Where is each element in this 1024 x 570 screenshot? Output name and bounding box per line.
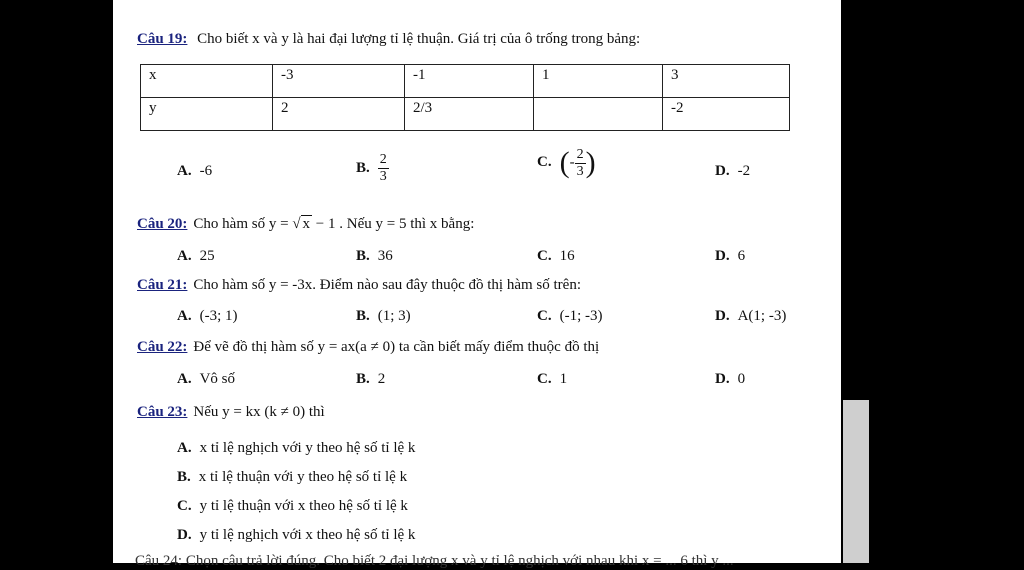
table-cell: 2 [273,98,405,131]
fraction: $\frac{2}{3}$ [576,146,584,179]
q22-option-b[interactable]: B. 2 [356,371,386,387]
q21-option-a[interactable]: A. (-3; 1) [177,308,238,324]
question-24-partial: Câu 24: Chọn câu trả lời đúng. Cho biết 2 đại lượng x và y tỉ lệ nghịch với nhau khi x = ... 6 thì y ... [135,553,734,569]
q21-option-d[interactable]: D. A(1; -3) [715,308,787,324]
table-cell: x [141,65,273,98]
table-cell: -3 [273,65,405,98]
question-20: Câu 20: Cho hàm số y = √ x − 1 . Nếu y = 5 thì x bằng: [137,216,475,232]
question-19-text: Cho biết x và y là hai đại lượng tỉ lệ thuận. Giá trị của ô trống trong bảng: [197,31,641,47]
q21-option-c[interactable]: C. (-1; -3) [537,308,603,324]
table-cell: 3 [663,65,790,98]
table-cell: 2/3 [405,98,534,131]
table-cell: y [141,98,273,131]
table-cell [534,98,663,131]
q21-option-b[interactable]: B. (1; 3) [356,308,411,324]
fraction: $\frac{2}{3}$ [379,152,387,184]
q23-option-a[interactable]: A. x tỉ lệ nghịch với y theo hệ số tỉ lệ k [177,440,416,456]
question-23: Câu 23: Nếu y = kx (k ≠ 0) thì [137,404,325,420]
table-row [141,98,790,131]
table-row [141,65,790,98]
question-22: Câu 22: Để vẽ đồ thị hàm số y = ax(a ≠ 0) ta cần biết mấy điểm thuộc đồ thị [137,339,600,355]
q20-option-b[interactable]: B. 36 [356,248,393,264]
q22-option-d[interactable]: D. 0 [715,371,746,387]
q23-option-c[interactable]: C. y tỉ lệ thuận với x theo hệ số tỉ lệ k [177,498,408,514]
q20-option-d[interactable]: D. 6 [715,248,746,264]
table-cell: 1 [534,65,663,98]
scrollbar-thumb[interactable] [843,400,869,563]
question-21: Câu 21: Cho hàm số y = -3x. Điểm nào sau đây thuộc đồ thị hàm số trên: [137,277,581,293]
document-page [113,0,841,569]
question-19 [137,31,640,48]
q20-option-a[interactable]: A. 25 [177,248,215,264]
q20-option-c[interactable]: C. 16 [537,248,575,264]
q19-option-d[interactable]: D. -2 [715,163,751,179]
q23-option-d[interactable]: D. y tỉ lệ nghịch với x theo hệ số tỉ lệ k [177,527,416,543]
q19-option-c[interactable]: C. (- $\frac{2}{3}$ ) [537,146,596,179]
proportion-table [140,64,790,131]
q22-option-c[interactable]: C. 1 [537,371,568,387]
q19-option-b[interactable]: B. $\frac{2}{3}$ [356,152,387,184]
q19-option-a[interactable]: A. -6 [177,163,213,179]
q22-option-a[interactable]: A. Vô số [177,371,236,387]
q23-option-b[interactable]: B. x tỉ lệ thuận với y theo hệ số tỉ lệ k [177,469,408,485]
table-cell: -1 [405,65,534,98]
question-19-label: Câu 19: [137,31,188,47]
table-cell: -2 [663,98,790,131]
